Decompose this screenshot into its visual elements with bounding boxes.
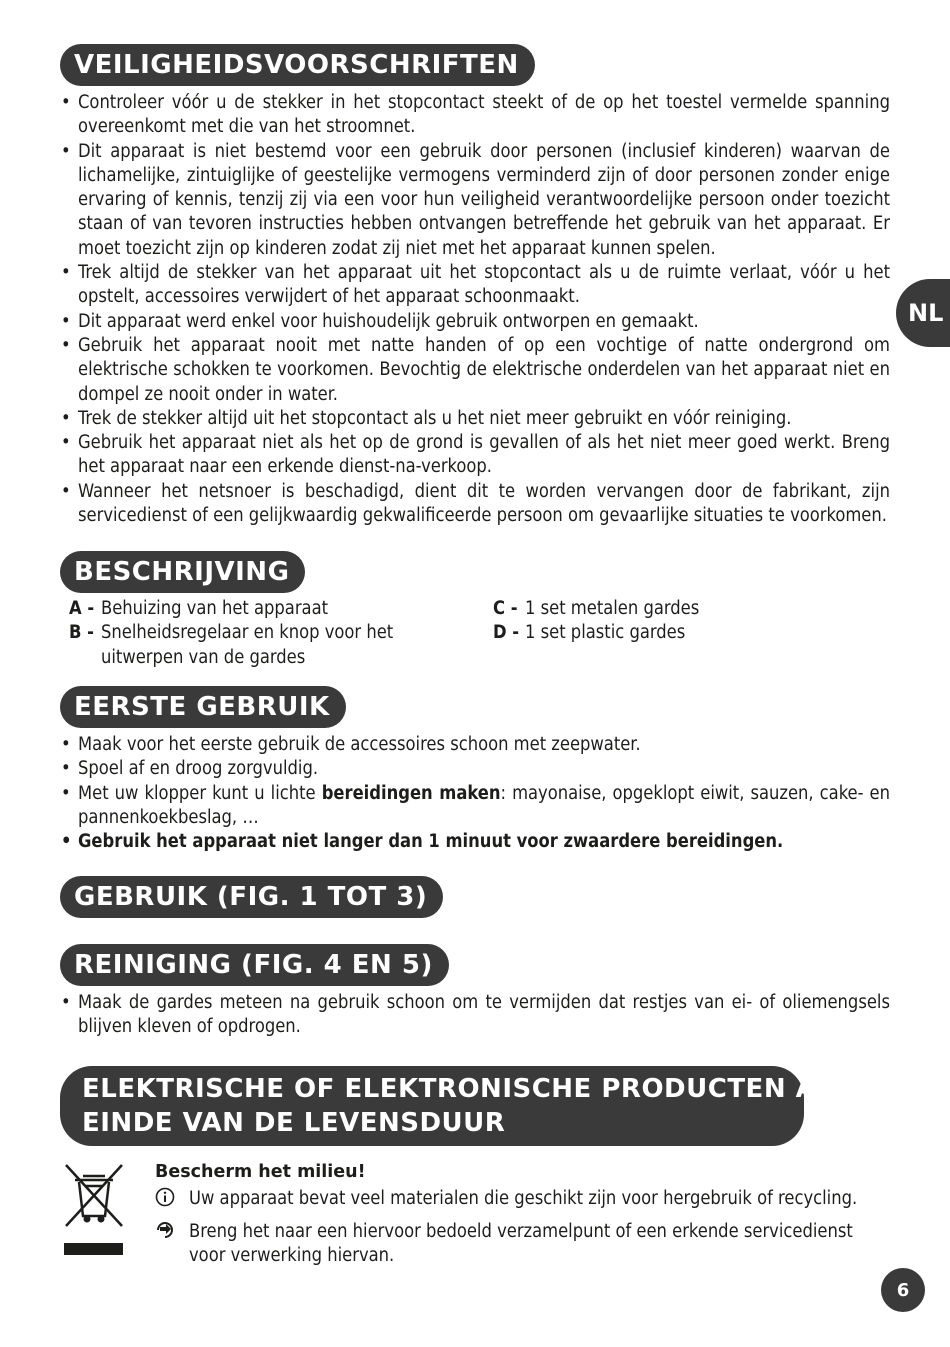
description-item-d (493, 621, 853, 645)
item-text: 1 set plastic gardes (525, 622, 686, 644)
heading-line: EINDE VAN DE LEVENSDUUR (82, 1108, 506, 1138)
list-item: • Dit apparaat is niet bestemd voor een gebruik door personen (inclusief kinderen) waarvan de lichamelijke, zintuiglijke of geestelijke vermogens verminderd zijn of door personen zonder enige ervaring of kennis, tenzij zij via een voor hun veiligheid verantwoordelijke persoon onder toezicht staan of van tevoren instructies hebben ontvangen betreffende het gebruik van het apparaat. Er moet toezicht zijn op kinderen zodat zij niet met het apparaat kunnen spelen. (60, 140, 890, 261)
cleaning-list (60, 991, 890, 1040)
info-text: Uw apparaat bevat veel materialen die geschikt zijn voor hergebruik of recycling. (189, 1188, 858, 1210)
heading-usage: GEBRUIK (FIG. 1 TOT 3) (60, 876, 443, 918)
list-item: • Gebruik het apparaat niet als het op de grond is gevallen of als het niet meer goed werkt. Breng het apparaat naar een erkende dienst-na-verkoop. (60, 431, 890, 480)
list-item: • Trek de stekker altijd uit het stopcontact als u het niet meer gebruikt en vóór reiniging. (60, 407, 890, 431)
list-item: • Gebruik het apparaat nooit met natte handen of op een vochtige of natte ondergrond om elektrische schokken te voorkomen. Bevochtig de elektrische onderdelen van het apparaat niet en dompel ze nooit onder in water. (60, 334, 890, 407)
item-text: 1 set metalen gardes (525, 598, 700, 619)
heading-description: BESCHRIJVING (60, 551, 305, 593)
disposal-info-item (155, 1187, 885, 1214)
item-text: : mayonaise, opgeklopt eiwit, sauzen, cake- en pannenkoekbeslag, … (78, 782, 890, 828)
description-right (493, 597, 853, 646)
list-item-warning: • Gebruik het apparaat niet langer dan 1 minuut voor zwaardere bereidingen. (60, 830, 890, 854)
disposal-arrow-item (155, 1220, 885, 1269)
item-text: Behuizing van het apparaat (101, 598, 329, 619)
heading-cleaning: REINIGING (FIG. 4 EN 5) (60, 944, 449, 986)
heading-disposal (60, 1066, 928, 1146)
item-key: C - (493, 598, 518, 619)
list-item: • Maak voor het eerste gebruik de accessoires schoon met zeepwater. (60, 733, 890, 757)
description-item-b (69, 621, 429, 670)
description-item-a (69, 597, 429, 621)
list-item: • Maak de gardes meteen na gebruik schoon om te vermijden dat restjes van ei- of oliemengsels blijven kleven of opdrogen. (60, 991, 890, 1040)
list-item: • Controleer vóór u de stekker in het stopcontact steekt of de op het toestel vermelde spanning overeenkomt met die van het stroomnet. (60, 91, 890, 140)
description-left (69, 597, 429, 670)
heading-safety: VEILIGHEIDSVOORSCHRIFTEN (60, 44, 535, 86)
first-use-list (60, 733, 890, 854)
heading-first-use: EERSTE GEBRUIK (60, 686, 346, 728)
list-item: • Dit apparaat werd enkel voor huishoudelijk gebruik ontworpen en gemaakt. (60, 310, 890, 334)
arrow-right-circle-icon (155, 1220, 189, 1269)
list-item: • Wanneer het netsnoer is beschadigd, dient dit te worden vervangen door de fabrikant, zijn servicedienst of een gelijkwaardig gekwalificeerde persoon om gevaarlijke situaties te voorkomen. (60, 480, 890, 529)
disposal-text (155, 1160, 885, 1273)
item-text: Met uw klopper kunt u lichte (78, 782, 322, 804)
item-key: A - (69, 598, 95, 619)
language-label: NL (908, 299, 944, 327)
item-text: Snelheidsregelaar en knop voor het uitwerpen van de gardes (101, 622, 394, 668)
arrow-text: Breng het naar een hiervoor bedoeld verzamelpunt of een erkende servicedienst voor verwerking hiervan. (189, 1220, 853, 1266)
disposal-subtitle: Bescherm het milieu! (155, 1162, 366, 1182)
item-key: B - (69, 622, 94, 644)
language-tab (896, 279, 950, 347)
item-key: D - (493, 622, 520, 644)
weee-bin-icon (63, 1162, 125, 1258)
list-item (60, 782, 890, 831)
description-item-c (493, 597, 853, 621)
safety-list (60, 91, 890, 528)
heading-line: ELEKTRISCHE OF ELEKTRONISCHE PRODUCTEN AAN HET (82, 1074, 928, 1104)
page-number: 6 (881, 1268, 925, 1312)
info-circle-icon (155, 1187, 189, 1214)
list-item: • Trek altijd de stekker van het apparaat uit het stopcontact als u de ruimte verlaat, vóór u het opstelt, accessoires verwijdert of het apparaat schoonmaakt. (60, 261, 890, 310)
list-item: • Spoel af en droog zorgvuldig. (60, 757, 890, 781)
item-emphasis: bereidingen maken (321, 782, 501, 804)
